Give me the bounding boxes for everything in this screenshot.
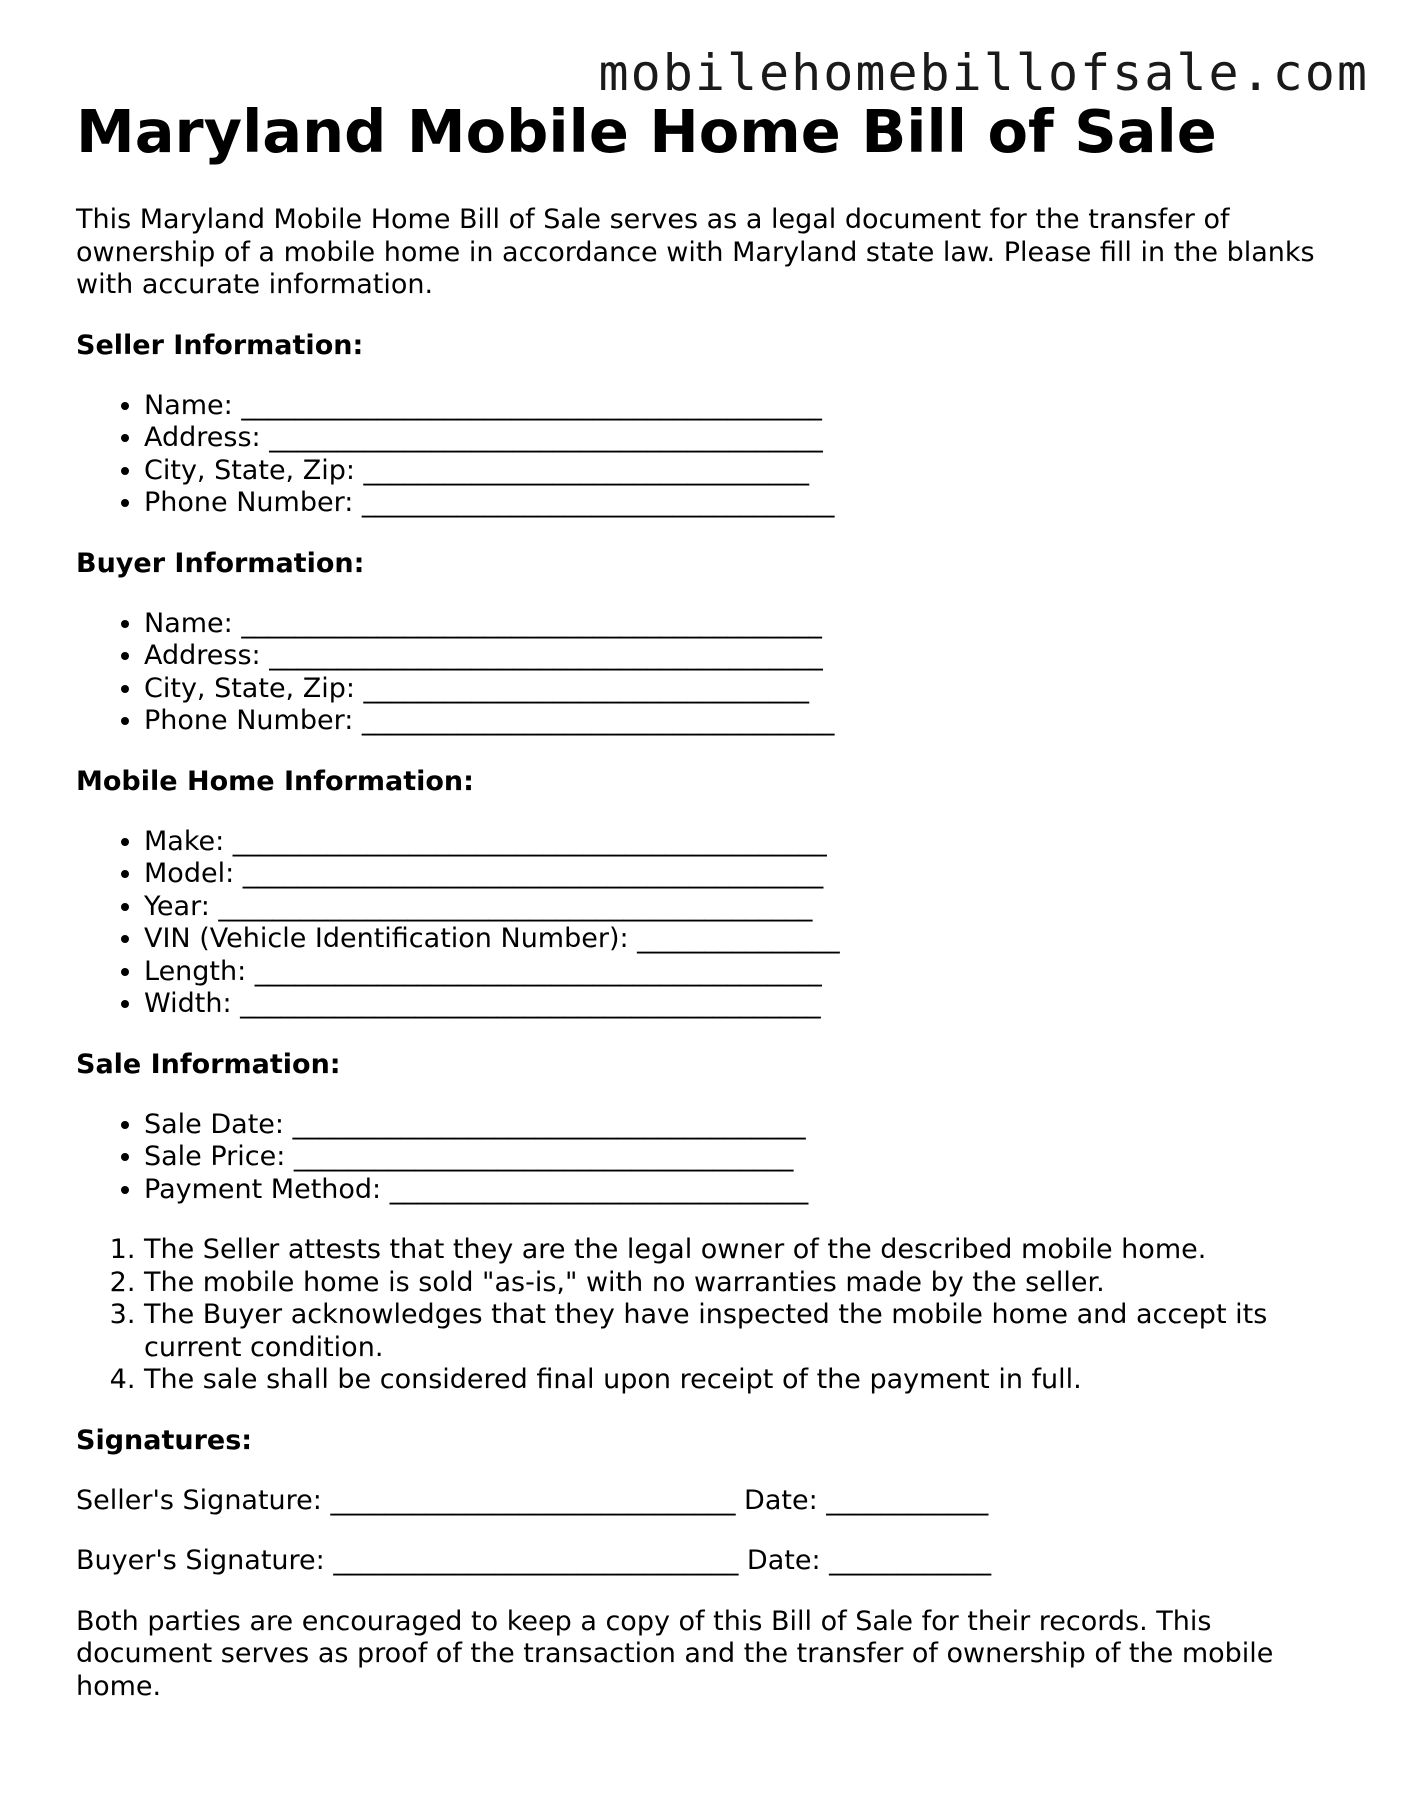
term-item: 1. The Seller attests that they are the legal owner of the described mobile home. <box>144 1234 1336 1267</box>
mobile-home-section-heading: Mobile Home Information: <box>76 765 474 797</box>
payment-method-field: • Payment Method: _______________________________ <box>144 1174 1336 1207</box>
buyer-fields-list <box>76 608 1336 738</box>
signatures-section-heading: Signatures: <box>76 1424 253 1456</box>
seller-city-state-zip-field: • City, State, Zip: _________________________________ <box>144 455 1336 488</box>
term-item: 3. The Buyer acknowledges that they have inspected the mobile home and accept its current condition. <box>144 1299 1336 1364</box>
seller-fields-list <box>76 390 1336 520</box>
model-field: • Model: ___________________________________________ <box>144 858 1336 891</box>
buyer-phone-field: • Phone Number: ___________________________________ <box>144 705 1336 738</box>
buyer-signature-line: Buyer's Signature: ______________________________ Date: ____________ <box>76 1545 992 1576</box>
buyer-section-heading: Buyer Information: <box>76 547 365 579</box>
width-field: • Width: ___________________________________________ <box>144 988 1336 1021</box>
term-item: 4. The sale shall be considered final upon receipt of the payment in full. <box>144 1364 1336 1397</box>
year-field: • Year: ____________________________________________ <box>144 891 1336 924</box>
term-item: 2. The mobile home is sold "as-is," with no warranties made by the seller. <box>144 1267 1336 1300</box>
closing-paragraph: Both parties are encouraged to keep a copy of this Bill of Sale for their records. This document serves as proof of the transaction and the transfer of ownership of the mobile home. <box>76 1605 1274 1702</box>
site-watermark: mobilehomebillofsale.com <box>598 44 1369 102</box>
seller-address-field: • Address: _________________________________________ <box>144 422 1336 455</box>
seller-section-heading: Seller Information: <box>76 329 364 361</box>
sale-section-heading: Sale Information: <box>76 1048 341 1080</box>
seller-signature-line: Seller's Signature: ______________________________ Date: ____________ <box>76 1484 989 1516</box>
intro-paragraph: This Maryland Mobile Home Bill of Sale serves as a legal document for the transfer of ownership of a mobile home in accordance with Maryland state law. Please fill in the blanks with accurate information. <box>76 204 1315 300</box>
buyer-address-field: • Address: _________________________________________ <box>144 640 1336 673</box>
mobile-home-fields-list <box>76 826 1336 1021</box>
seller-phone-field: • Phone Number: ___________________________________ <box>144 487 1336 520</box>
sale-fields-list <box>76 1109 1336 1207</box>
sale-date-field: • Sale Date: ______________________________________ <box>144 1109 1336 1142</box>
make-field: • Make: ____________________________________________ <box>144 826 1336 859</box>
document-body <box>76 92 1336 1703</box>
length-field: • Length: __________________________________________ <box>144 956 1336 989</box>
sale-price-field: • Sale Price: _____________________________________ <box>144 1141 1336 1174</box>
buyer-city-state-zip-field: • City, State, Zip: _________________________________ <box>144 673 1336 706</box>
terms-list <box>76 1234 1336 1397</box>
seller-name-field: • Name: ___________________________________________ <box>144 390 1336 423</box>
page-title: Maryland Mobile Home Bill of Sale <box>76 97 1217 166</box>
buyer-name-field: • Name: ___________________________________________ <box>144 608 1336 641</box>
vin-field: • VIN (Vehicle Identification Number): _______________ <box>144 923 1336 956</box>
